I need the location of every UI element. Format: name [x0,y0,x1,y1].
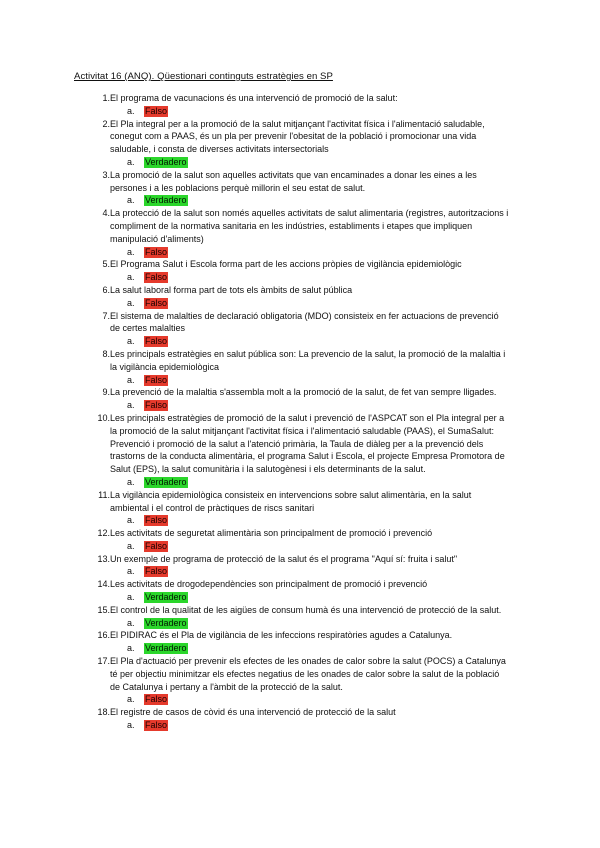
answer-row [0,540,600,553]
question-item [0,258,600,284]
answer-verdadero-badge: Verdadero [145,195,187,206]
answer-falso-badge: Falso [145,720,168,731]
answer-falso-badge: Falso [145,272,168,283]
answer-falso-badge: Falso [145,336,168,347]
answer-row [0,156,600,169]
answer-verdadero-badge: Verdadero [145,156,187,167]
question-number: 4. [102,208,110,219]
answer-letter: a. [127,246,135,257]
question-text: El PIDIRAC és el Pla de vigilància de les infeccions respiratòries agudes a Catalunya. [110,630,453,641]
answer-verdadero-badge: Verdadero [145,643,187,654]
question-item [0,118,600,169]
question-text: La protecció de la salut son només aquelles activitats de salut alimentaria (registres, autoritzacions i compliment de la normativa sanitaria en les indústries, establiments i etapes que impliquen manipulació d'aliments) [110,208,509,244]
answer-row [0,271,600,284]
question-text: El Programa Salut i Escola forma part de les accions pròpies de vigilància epidemiològic [110,259,462,270]
answer-letter: a. [127,336,135,347]
page-title: Activitat 16 (ANQ). Qüestionari continguts estratègies en SP [74,71,333,82]
question-list [0,92,600,732]
question-number: 13. [97,553,110,564]
answer-letter: a. [127,476,135,487]
answer-letter: a. [127,105,135,116]
question-number: 11. [98,489,110,500]
answer-falso-badge: Falso [145,540,168,551]
question-item [0,348,600,386]
question-item [0,578,600,604]
question-text: La salut laboral forma part de tots els àmbits de salut pública [110,284,353,295]
answer-row [0,194,600,207]
question-text: El sistema de malalties de declaració obligatoria (MDO) consisteix en fer actuacions de prevenció de certes malalties [110,310,499,334]
question-number: 18. [97,707,110,718]
answer-falso-badge: Falso [145,105,168,116]
question-item [0,553,600,579]
question-item [0,284,600,310]
question-number: 7. [102,310,110,321]
question-number: 14. [97,579,110,590]
answer-falso-badge: Falso [145,694,168,705]
answer-row [0,399,600,412]
question-item [0,92,600,118]
question-item [0,706,600,732]
question-text: Un exemple de programa de protecció de la salut és el programa "Aquí sí: fruita i salut" [110,553,458,564]
question-text: El Pla d'actuació per prevenir els efectes de les onades de calor sobre la salut (POCS) a Catalunya té per objectiu minimitzar els efectes negatius de les onades de calor sobre la salut de la població de Catalunya i pertany a l'àmbit de la protecció de la salut. [110,656,506,692]
question-text: Les activitats de seguretat alimentària son principalment de promoció i prevenció [110,528,433,539]
question-item [0,169,600,207]
question-item [0,629,600,655]
question-item [0,386,600,412]
answer-letter: a. [127,540,135,551]
question-number: 6. [102,284,110,295]
answer-letter: a. [127,617,135,628]
question-number: 5. [102,259,110,270]
question-item [0,655,600,706]
answer-verdadero-badge: Verdadero [145,617,187,628]
answer-letter: a. [127,694,135,705]
question-text: Les principals estratègies de promoció de la salut i prevenció de l'ASPCAT son el Pla integral per a la promoció de la salut mitjançant l'activitat física i l'alimentació saludable (PAAS), el SumaSalut: Prevenció i promoció de la salut a l'atenció primària, la Taula de diàleg per a la prevenció dels trastorns de la conducta alimentària, el programa Salut i Escola, el projecte Empresa Promotora de Salut (EPS), la salut comunitària i la salutogènesi i els determinants de la salut. [110,412,505,475]
question-text: El control de la qualitat de les aigües de consum humà és una intervenció de protecció de la salut. [110,604,502,615]
question-item [0,604,600,630]
answer-row [0,642,600,655]
question-text: El Pla integral per a la promoció de la salut mitjançant l'activitat física i l'alimentació saludable, conegut com a PAAS, és un pla per prevenir l'obesitat de la població i promocionar una vida saludable, i consta de diverses activitats intersectorials [110,118,485,155]
answer-row [0,297,600,310]
question-number: 16. [97,630,110,641]
answer-row [0,335,600,348]
answer-letter: a. [127,566,135,577]
answer-row [0,719,600,732]
answer-falso-badge: Falso [145,246,168,257]
question-number: 8. [102,348,110,359]
question-number: 15. [97,604,110,615]
question-text: Les activitats de drogodependències son principalment de promoció i prevenció [110,579,428,590]
answer-row [0,374,600,387]
question-text: La vigilància epidemiològica consisteix en intervencions sobre salut alimentària, en la salut ambiental i el control de pràctiques de riscs sanitari [110,489,472,513]
question-text: La prevenció de la malaltia s'assembla molt a la promoció de la salut, de fet van sempre lligades. [110,387,497,398]
question-text: Les principals estratègies en salut pública son: La prevencio de la salut, la promoció de la malaltia i la vigilància epidemiològica [110,348,506,372]
answer-falso-badge: Falso [145,374,168,385]
answer-letter: a. [127,720,135,731]
question-number: 12. [97,528,110,539]
question-text: El programa de vacunacions és una intervenció de promoció de la salut: [110,93,398,103]
answer-letter: a. [127,643,135,654]
question-number: 9. [102,387,110,398]
question-item [0,412,600,489]
answer-letter: a. [127,272,135,283]
question-number: 17. [97,656,110,667]
answer-falso-badge: Falso [145,566,168,577]
question-number: 2. [102,118,110,129]
question-item [0,207,600,258]
question-number: 10. [97,412,110,423]
answer-letter: a. [127,515,135,526]
answer-row [0,105,600,118]
answer-letter: a. [127,592,135,603]
answer-row [0,565,600,578]
answer-letter: a. [127,156,135,167]
question-text: La promoció de la salut son aquelles activitats que van encaminades a donar les eines a les persones i a les poblacions perquè millorin el seu estat de salut. [110,169,477,193]
answer-row [0,693,600,706]
answer-verdadero-badge: Verdadero [145,476,187,487]
answer-falso-badge: Falso [145,400,168,411]
question-number: 3. [102,169,110,180]
answer-letter: a. [127,374,135,385]
question-item [0,310,600,348]
answer-falso-badge: Falso [145,297,168,308]
answer-row [0,476,600,489]
answer-letter: a. [127,297,135,308]
question-number: 1. [102,93,110,103]
answer-letter: a. [127,400,135,411]
question-item [0,489,600,527]
answer-row [0,514,600,527]
question-text: El registre de casos de còvid és una intervenció de protecció de la salut [110,707,396,718]
answer-verdadero-badge: Verdadero [145,592,187,603]
answer-letter: a. [127,195,135,206]
answer-row [0,246,600,259]
answer-row [0,617,600,630]
answer-falso-badge: Falso [145,515,168,526]
answer-row [0,591,600,604]
question-item [0,527,600,553]
